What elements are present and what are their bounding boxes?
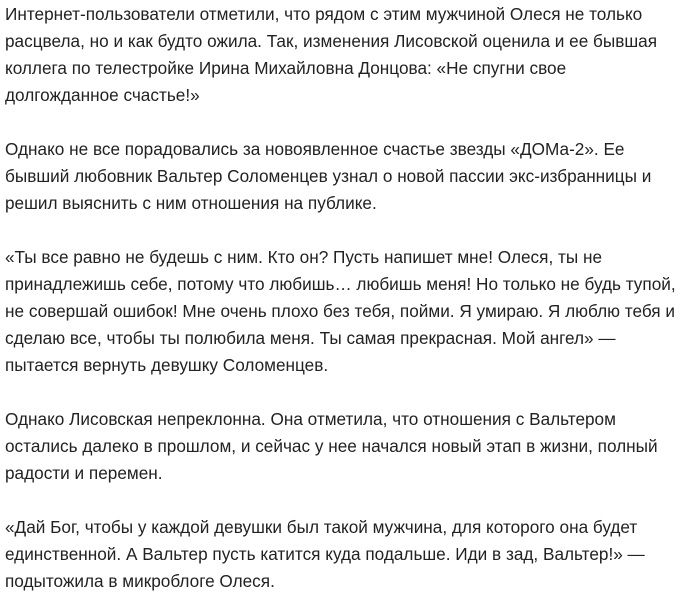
text-line: остались далеко в прошлом, и сейчас у нее начался новый этап в жизни, полный xyxy=(5,436,658,456)
text-line: не совершай ошибок! Мне очень плохо без тебя, пойми. Я умираю. Я люблю тебя и xyxy=(5,301,675,321)
text-line: подытожила в микроблоге Олеся. xyxy=(5,571,275,591)
text-line: радости и перемен. xyxy=(5,463,163,483)
text-line: Однако Лисовская непреклонна. Она отметила, что отношения с Вальтером xyxy=(5,409,616,429)
text-line: коллега по телестройке Ирина Михайловна Донцова: «Не спугни свое xyxy=(5,58,567,78)
text-line: пытается вернуть девушку Соломенцев. xyxy=(5,355,329,375)
text-line: расцвела, но и как будто ожила. Так, изменения Лисовской оценила и ее бывшая xyxy=(5,31,658,51)
text-line: бывший любовник Вальтер Соломенцев узнал о новой пассии экс-избранницы и xyxy=(5,166,652,186)
text-line: Однако не все порадовались за новоявленное счастье звезды «ДОМа-2». Ее xyxy=(5,139,625,159)
text-line: «Дай Бог, чтобы у каждой девушки был такой мужчина, для которого она будет xyxy=(5,517,638,537)
quote-paragraph xyxy=(5,244,693,379)
quote-paragraph xyxy=(5,514,693,595)
paragraph xyxy=(5,136,693,217)
text-line: «Ты все равно не будешь с ним. Кто он? Пусть напишет мне! Олеся, ты не xyxy=(5,247,603,267)
paragraph xyxy=(5,406,693,487)
text-line: принадлежишь себе, потому что любишь… любишь меня! Но только не будь тупой, xyxy=(5,274,676,294)
text-line: Интернет-пользователи отметили, что рядом с этим мужчиной Олеся не только xyxy=(5,4,643,24)
text-line: долгожданное счастье!» xyxy=(5,85,200,105)
paragraph xyxy=(5,1,693,109)
text-line: единственной. А Вальтер пусть катится куда подальше. Иди в зад, Вальтер!» — xyxy=(5,544,645,564)
text-line: сделаю все, чтобы ты полюбила меня. Ты самая прекрасная. Мой ангел» — xyxy=(5,328,616,348)
text-line: решил выяснить с ним отношения на публике. xyxy=(5,193,377,213)
